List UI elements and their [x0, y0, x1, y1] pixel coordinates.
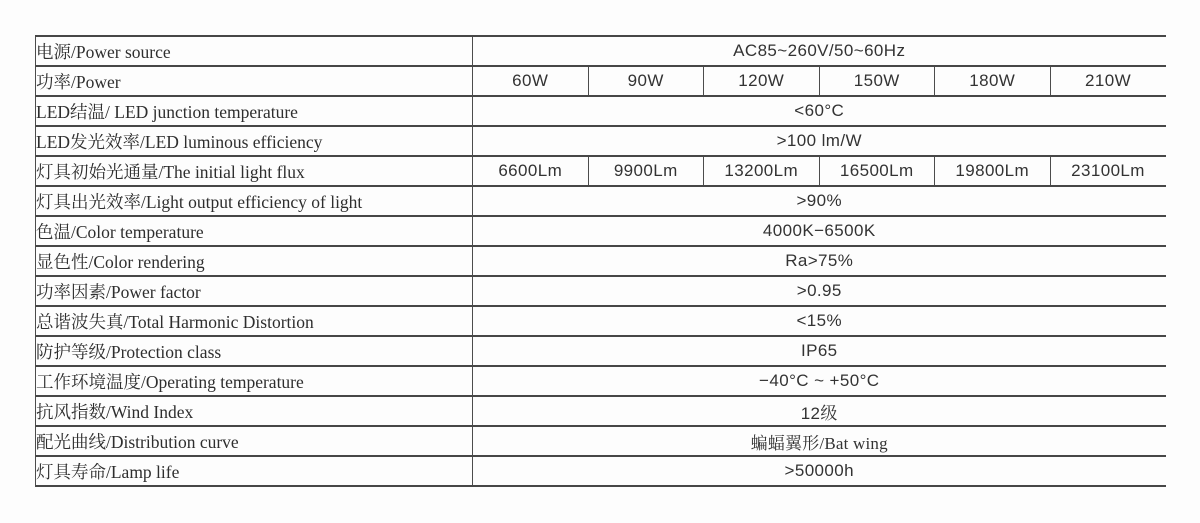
row-label: 功率/Power: [36, 66, 473, 96]
row-label: 防护等级/Protection class: [36, 336, 473, 366]
value-cell: IP65: [473, 336, 1166, 366]
value-cell: Ra>75%: [473, 246, 1166, 276]
value-cell: 9900Lm: [588, 156, 704, 186]
row-label: 总谐波失真/Total Harmonic Distortion: [36, 306, 473, 336]
table-row-harmonic-distortion: [36, 306, 1166, 336]
value-cell: 23100Lm: [1050, 156, 1166, 186]
row-label: 色温/Color temperature: [36, 216, 473, 246]
row-label: 灯具寿命/Lamp life: [36, 456, 473, 486]
value-cell: >90%: [473, 186, 1166, 216]
row-label: 灯具出光效率/Light output efficiency of light: [36, 186, 473, 216]
row-label: 抗风指数/Wind Index: [36, 396, 473, 426]
value-cell: 13200Lm: [704, 156, 820, 186]
table-row-color-rendering: [36, 246, 1166, 276]
value-cell: <60°C: [473, 96, 1166, 126]
table-row-light-output-efficiency: [36, 186, 1166, 216]
value-cell: 60W: [473, 66, 589, 96]
row-label: LED结温/ LED junction temperature: [36, 96, 473, 126]
table-row-power: [36, 66, 1166, 96]
row-label: 灯具初始光通量/The initial light flux: [36, 156, 473, 186]
table-row-operating-temperature: [36, 366, 1166, 396]
value-cell: >50000h: [473, 456, 1166, 486]
row-label: 工作环境温度/Operating temperature: [36, 366, 473, 396]
row-label: LED发光效率/LED luminous efficiency: [36, 126, 473, 156]
row-label: 配光曲线/Distribution curve: [36, 426, 473, 456]
led-spec-table: [35, 35, 1166, 487]
value-cell: 90W: [588, 66, 704, 96]
table-row-junction-temperature: [36, 96, 1166, 126]
value-cell: 6600Lm: [473, 156, 589, 186]
row-label: 电源/Power source: [36, 36, 473, 66]
table-row-lamp-life: [36, 456, 1166, 486]
value-cell: <15%: [473, 306, 1166, 336]
table-row-protection-class: [36, 336, 1166, 366]
value-cell: >0.95: [473, 276, 1166, 306]
value-cell: 120W: [704, 66, 820, 96]
table-row-wind-index: [36, 396, 1166, 426]
value-cell: 12级: [473, 396, 1166, 426]
value-cell: 4000K−6500K: [473, 216, 1166, 246]
row-label: 显色性/Color rendering: [36, 246, 473, 276]
value-cell: 180W: [935, 66, 1051, 96]
value-cell: 19800Lm: [935, 156, 1051, 186]
row-label: 功率因素/Power factor: [36, 276, 473, 306]
value-cell: 蝙蝠翼形/Bat wing: [473, 426, 1166, 456]
table-row-initial-light-flux: [36, 156, 1166, 186]
value-cell: >100 lm/W: [473, 126, 1166, 156]
table-row-distribution-curve: [36, 426, 1166, 456]
table-row-color-temperature: [36, 216, 1166, 246]
value-cell: 16500Lm: [819, 156, 935, 186]
value-cell: −40°C ~ +50°C: [473, 366, 1166, 396]
value-cell: 150W: [819, 66, 935, 96]
table-row-power-source: [36, 36, 1166, 66]
value-cell: 210W: [1050, 66, 1166, 96]
table-row-luminous-efficiency: [36, 126, 1166, 156]
value-cell: AC85~260V/50~60Hz: [473, 36, 1166, 66]
table-row-power-factor: [36, 276, 1166, 306]
